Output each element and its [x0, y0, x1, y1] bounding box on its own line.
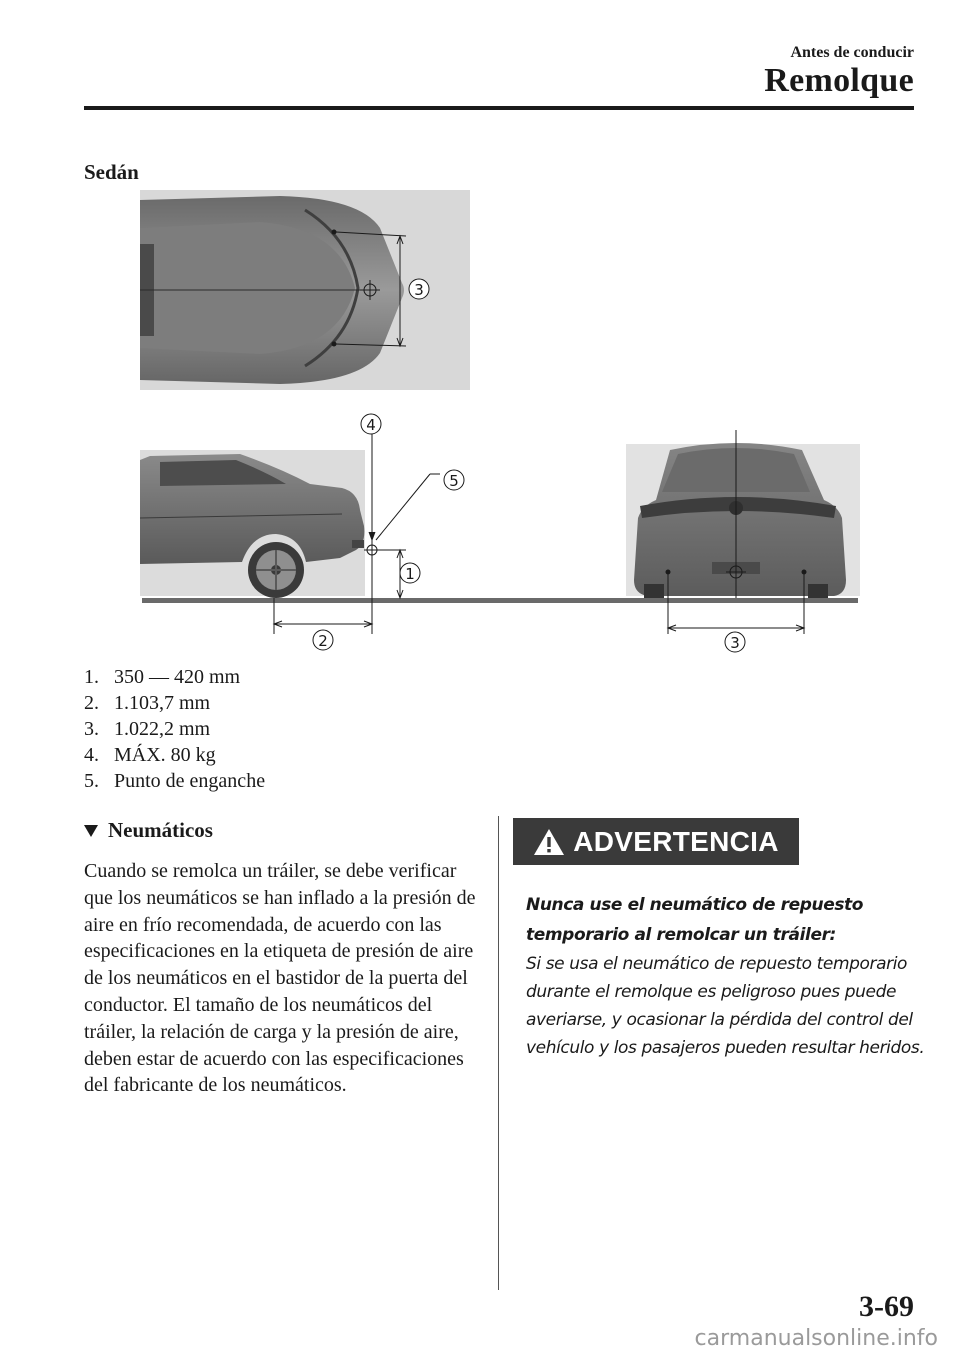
ground-line: [142, 598, 858, 603]
legend-item: [84, 716, 265, 742]
legend-num: 4.: [84, 744, 99, 766]
rear-view-car: [626, 443, 860, 598]
legend-num: 2.: [84, 692, 99, 714]
callout-3-rear: [725, 632, 745, 652]
dimension-legend: [84, 664, 265, 794]
warning-icon: [533, 827, 565, 857]
legend-item: [84, 690, 265, 716]
legend-text: 350 ― 420 mm: [114, 666, 241, 688]
legend-text: 1.103,7 mm: [114, 692, 211, 714]
triangle-bullet-icon: [84, 825, 98, 837]
legend-item: [84, 742, 265, 768]
warning-banner: [513, 818, 799, 865]
legend-num: 1.: [84, 666, 99, 688]
callout-label: 3: [414, 281, 424, 299]
column-divider: [498, 816, 499, 1290]
callout-label: 5: [449, 472, 459, 490]
callout-label: 4: [366, 416, 376, 434]
legend-text: Punto de enganche: [114, 770, 266, 792]
callout-label: 1: [405, 565, 415, 583]
legend-text: 1.022,2 mm: [114, 718, 211, 740]
header-rule: [84, 106, 914, 110]
legend-num: 3.: [84, 718, 99, 740]
section-title: Sedán: [84, 160, 139, 184]
callout-3-top: [409, 279, 429, 299]
legend-item: [84, 664, 265, 690]
page-title: Remolque: [764, 62, 914, 99]
side-view-car: [140, 450, 365, 598]
towing-dimensions-diagram: [130, 188, 870, 658]
warning-heading: Nunca use el neumático de repuesto temporario al remolcar un tráiler:: [526, 895, 864, 945]
callout-5: [444, 470, 464, 490]
legend-num: 5.: [84, 770, 99, 792]
callout-label: 3: [730, 634, 740, 652]
legend-text: MÁX. 80 kg: [114, 744, 216, 766]
callout-label: 2: [318, 632, 328, 650]
body-paragraph: Cuando se remolca un tráiler, se debe verificar que los neumáticos se han inflado a la presión de aire en frío recomendada, de acuerdo con las especificaciones en la etiqueta de presión de aire de los neumáticos en el bastidor de la puerta del conductor. El tamaño de los neumáticos del tráiler, la relación de carga y la presión de aire, deben estar de acuerdo con las especificaciones del fabricante de los neumáticos.: [84, 860, 476, 1097]
page-number: 3-69: [859, 1290, 914, 1323]
warning-label: ADVERTENCIA: [573, 825, 779, 857]
callout-4: [361, 414, 381, 434]
callout-2: [313, 630, 333, 650]
chapter-label: Antes de conducir: [790, 44, 914, 61]
watermark: carmanualsonline.info: [694, 1326, 938, 1351]
warning-body: Si se usa el neumático de repuesto temporario durante el remolque es peligroso pues puede averiarse, y ocasionar la pérdida del control del vehículo y los pasajeros pueden resultar heridos.: [526, 954, 925, 1058]
subsection-heading: [84, 818, 213, 843]
callout-1: [400, 563, 420, 583]
subsection-title: Neumáticos: [108, 818, 213, 842]
legend-item: [84, 768, 265, 794]
